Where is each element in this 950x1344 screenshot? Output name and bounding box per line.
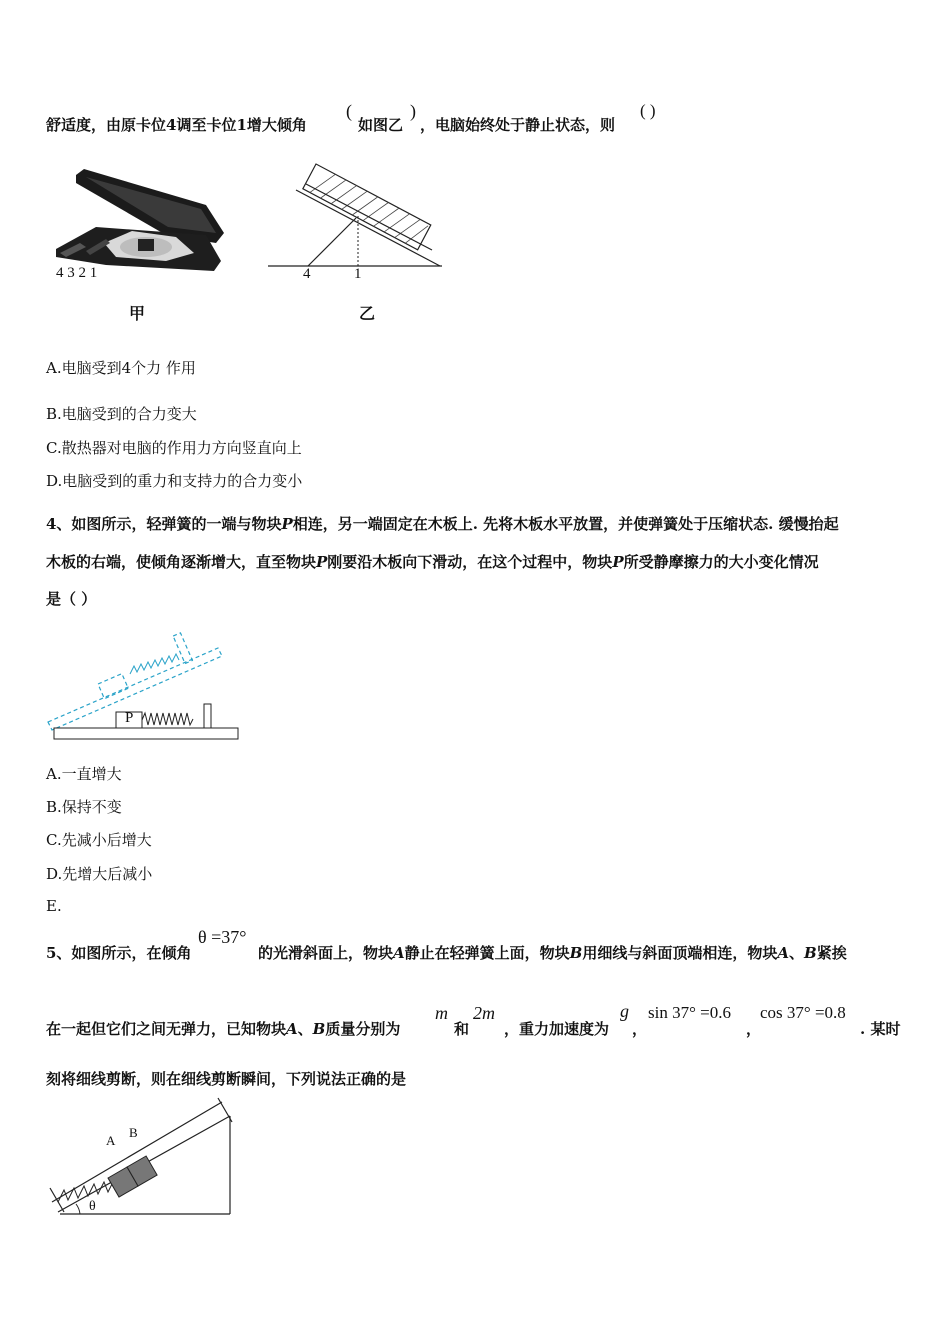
figure-caption-jia: 甲: [129, 304, 146, 323]
incline-label-theta: θ: [89, 1199, 96, 1214]
q4-line2-a: 木板的右端，使倾角逐渐增大，直至物块: [46, 553, 317, 571]
q5-mass-2m: 2m: [473, 1003, 495, 1023]
q4-option-a: A.一直增大: [46, 765, 122, 783]
q3-stem: [46, 114, 307, 135]
q4-option-d: D.先增大后减小: [46, 865, 153, 883]
q3-n4: 4: [166, 116, 177, 134]
q4-p3: P: [612, 553, 624, 571]
q5-stem-line2-c: ，重力加速度为: [504, 1020, 610, 1038]
q4-line1-b: 相连，另一端固定在木板上. 先将木板水平放置，并使弹簧处于压缩状态. 缓慢抬起: [292, 515, 839, 533]
q4-option-c: C.先减小后增大: [46, 831, 152, 849]
schematic-label-1: 1: [354, 266, 362, 282]
spring-board-figure: [46, 628, 242, 742]
q5-line1-e: 紧挨: [816, 944, 847, 962]
q5-and: 和: [454, 1020, 470, 1038]
q5-a1: A: [393, 944, 405, 962]
q3-stem-a: 舒适度，由原卡位: [46, 116, 167, 134]
q5-cos: cos 37° =0.8: [760, 1003, 846, 1022]
q4-p2: P: [316, 553, 328, 571]
spring-block-label: P: [125, 710, 134, 726]
incline-label-a: A: [106, 1133, 116, 1148]
q3-option-d: D.电脑受到的重力和支持力的合力变小: [46, 472, 303, 490]
q3-n1: 1: [236, 116, 247, 134]
figure-caption-yi: 乙: [359, 304, 376, 323]
q5-line1-b: 的光滑斜面上，物块: [258, 944, 394, 962]
q5-b3: B: [312, 1020, 326, 1038]
q5-sin: sin 37° =0.6: [648, 1003, 731, 1022]
q5-mass-m: m: [435, 1003, 448, 1023]
q4-option-e: E.: [46, 897, 62, 915]
q3-option-b: B.电脑受到的合力变大: [46, 405, 197, 423]
q5-stem-line2-a: [46, 1018, 400, 1039]
q5-stem-line2-d: . 某时: [860, 1020, 901, 1038]
q5-b1: B: [569, 944, 583, 962]
q4-line1-a: 4、如图所示，轻弹簧的一端与物块: [46, 515, 282, 533]
q5-gravity-g: g: [620, 1001, 629, 1021]
q3-option-a: A.电脑受到4个力 作用: [46, 359, 196, 377]
q4-line2-b: 刚要沿木板向下滑动，在这个过程中，物块: [327, 553, 613, 571]
q5-line2-b: 质量分别为: [325, 1020, 401, 1038]
q5-stem-line3: 刻将细线剪断，则在细线剪断瞬间，下列说法正确的是: [46, 1070, 407, 1088]
q3-stem-d: ，电脑始终处于静止状态，则: [420, 116, 616, 134]
q5-stem-line1-rest: [258, 942, 847, 963]
q4-option-b: B.保持不变: [46, 798, 122, 816]
q5-comma2: ，: [746, 1020, 762, 1038]
q5-theta-expression: θ =37°: [198, 927, 247, 947]
q4-line2-c: 所受静摩擦力的大小变化情况: [623, 553, 819, 571]
q5-a2: A: [777, 944, 790, 962]
q3-paren-left: (: [346, 101, 352, 121]
laptop-stand-slots: 4 3 2 1: [56, 265, 98, 281]
q5-stem-line1-a: 5、如图所示，在倾角: [46, 944, 192, 962]
schematic-label-4: 4: [303, 266, 311, 282]
q3-option-c: C.散热器对电脑的作用力方向竖直向上: [46, 439, 302, 457]
stand-schematic-figure: [266, 160, 446, 270]
q3-answer-blank: ( ): [640, 101, 656, 120]
q3-stem-b: 调至卡位: [176, 116, 237, 134]
q3-stem-c: 增大倾角: [246, 116, 307, 134]
q3-ref: 如图乙: [358, 116, 404, 134]
q4-p1: P: [281, 515, 293, 533]
q4-stem-line2: [46, 551, 819, 572]
incline-spring-figure: [46, 1094, 236, 1218]
q4-stem-line1: [46, 513, 839, 534]
q3-paren-right: ): [410, 101, 416, 121]
q4-stem-line3: 是（ ）: [46, 590, 97, 608]
q5-line1-d: 用细线与斜面顶端相连，物块: [582, 944, 778, 962]
incline-label-b: B: [129, 1125, 138, 1140]
q5-comma: ，: [632, 1020, 648, 1038]
q5-a3: A: [286, 1020, 298, 1038]
q5-line1-c: 静止在轻弹簧上面，物块: [404, 944, 570, 962]
q5-sep2: 、: [297, 1020, 313, 1038]
q5-line2-a: 在一起但它们之间无弹力，已知物块: [46, 1020, 287, 1038]
q5-b2: B: [804, 944, 817, 962]
q5-sep: 、: [789, 944, 805, 962]
